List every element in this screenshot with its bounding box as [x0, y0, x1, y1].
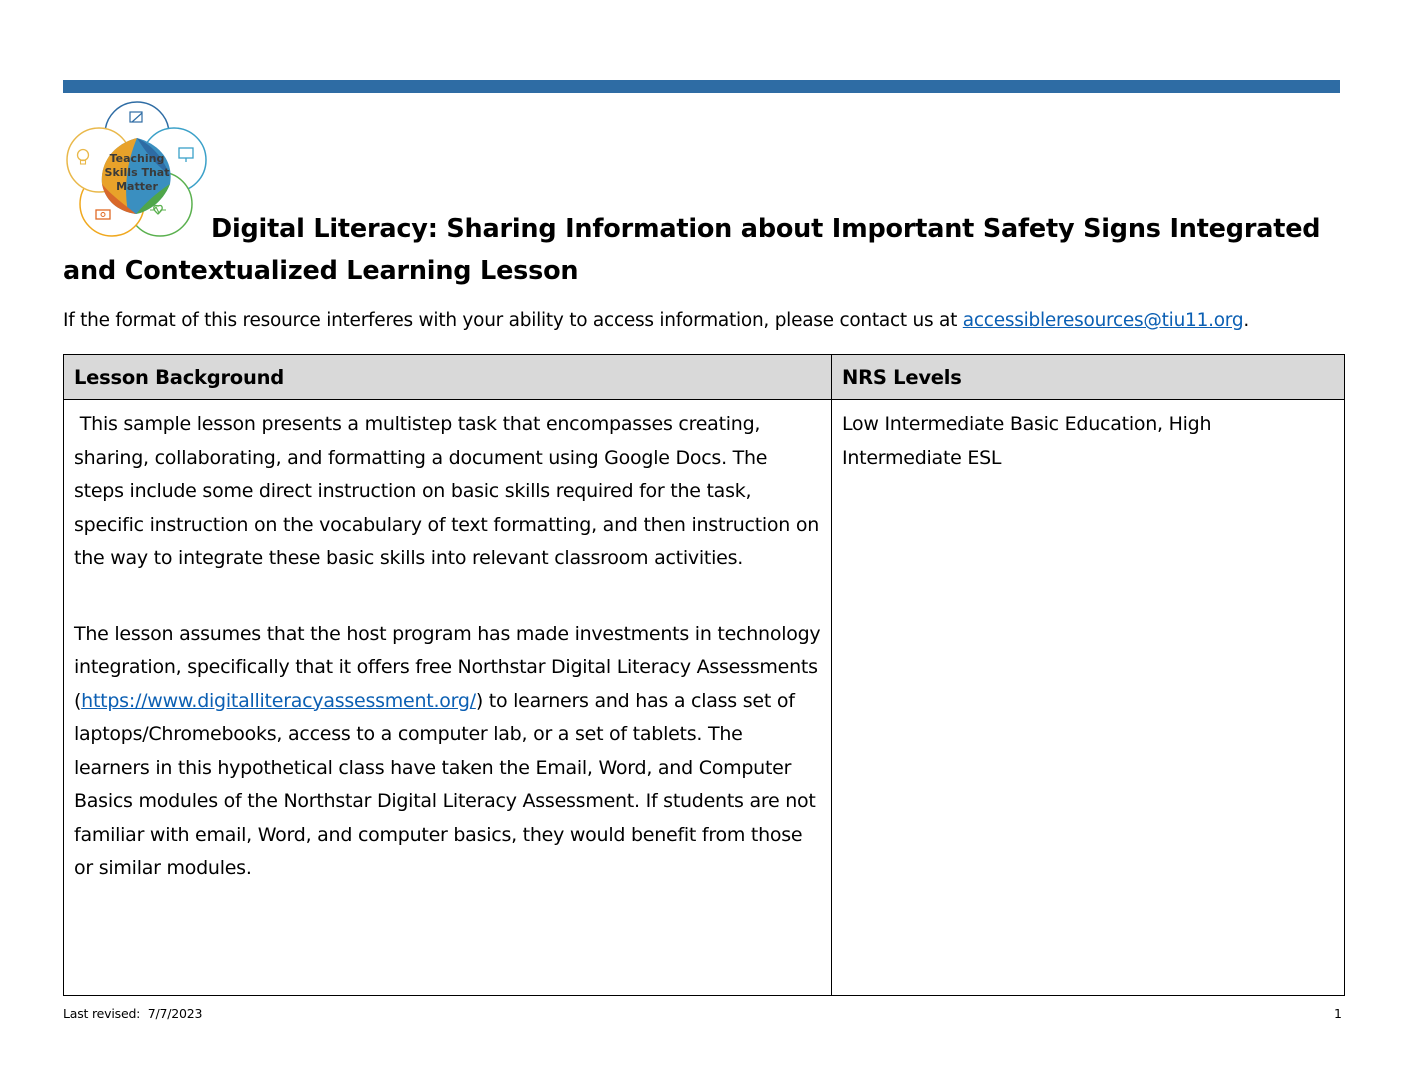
northstar-assessment-link[interactable]: https://www.digitalliteracyassessment.org/: [81, 689, 476, 712]
top-rule: [63, 80, 1340, 93]
lesson-table-row: [64, 400, 1345, 996]
logo-text-line-1: Teaching: [109, 152, 165, 165]
accessibility-note-end: .: [1243, 310, 1249, 331]
accessibility-note: [63, 306, 1343, 336]
logo-text-line-3: Matter: [116, 180, 158, 193]
header-nrs-levels: NRS Levels: [832, 355, 1345, 400]
last-revised-footer: Last revised: 7/7/2023: [63, 1006, 203, 1021]
document-title: [63, 208, 1333, 292]
logo-text-line-2: Skills That: [104, 166, 170, 179]
nrs-levels-cell: Low Intermediate Basic Education, High Intermediate ESL: [832, 400, 1345, 996]
lesson-background-cell: [64, 400, 832, 996]
header-lesson-background: Lesson Background: [64, 355, 832, 400]
accessibility-note-text: If the format of this resource interferes with your ability to access information, please contact us at: [63, 310, 963, 331]
lesson-background-paragraph-2: [74, 618, 821, 886]
paragraph-2-text-start: The lesson assumes that the host program has made investments in technology integration, specifically that it offers free Northstar Digital Literacy Assessments (: [74, 622, 821, 712]
paragraph-2-text-end: ) to learners and has a class set of laptops/Chromebooks, access to a computer lab, or a set of tablets. The learners in this hypothetical class have taken the Email, Word, and Computer Basics modules of the Northstar Digital Literacy Assessment. If students are not familiar with email, Word, and computer basics, they would benefit from those or similar modules.: [74, 689, 816, 879]
page-number: 1: [1334, 1006, 1342, 1021]
lesson-table-header-row: [64, 355, 1345, 400]
document-title-line-2: and Contextualized Learning Lesson: [63, 256, 579, 286]
document-title-line-1: Digital Literacy: Sharing Information about Important Safety Signs Integrated: [211, 214, 1321, 244]
accessibility-email-link[interactable]: accessibleresources@tiu11.org: [962, 310, 1244, 331]
lesson-table: [63, 354, 1345, 996]
lesson-background-paragraph-1: This sample lesson presents a multistep task that encompasses creating, sharing, collaborating, and formatting a document using Google Docs. The steps include some direct instruction on basic skills required for the task, specific instruction on the vocabulary of text formatting, and then instruction on the way to integrate these basic skills into relevant classroom activities.: [74, 413, 825, 569]
